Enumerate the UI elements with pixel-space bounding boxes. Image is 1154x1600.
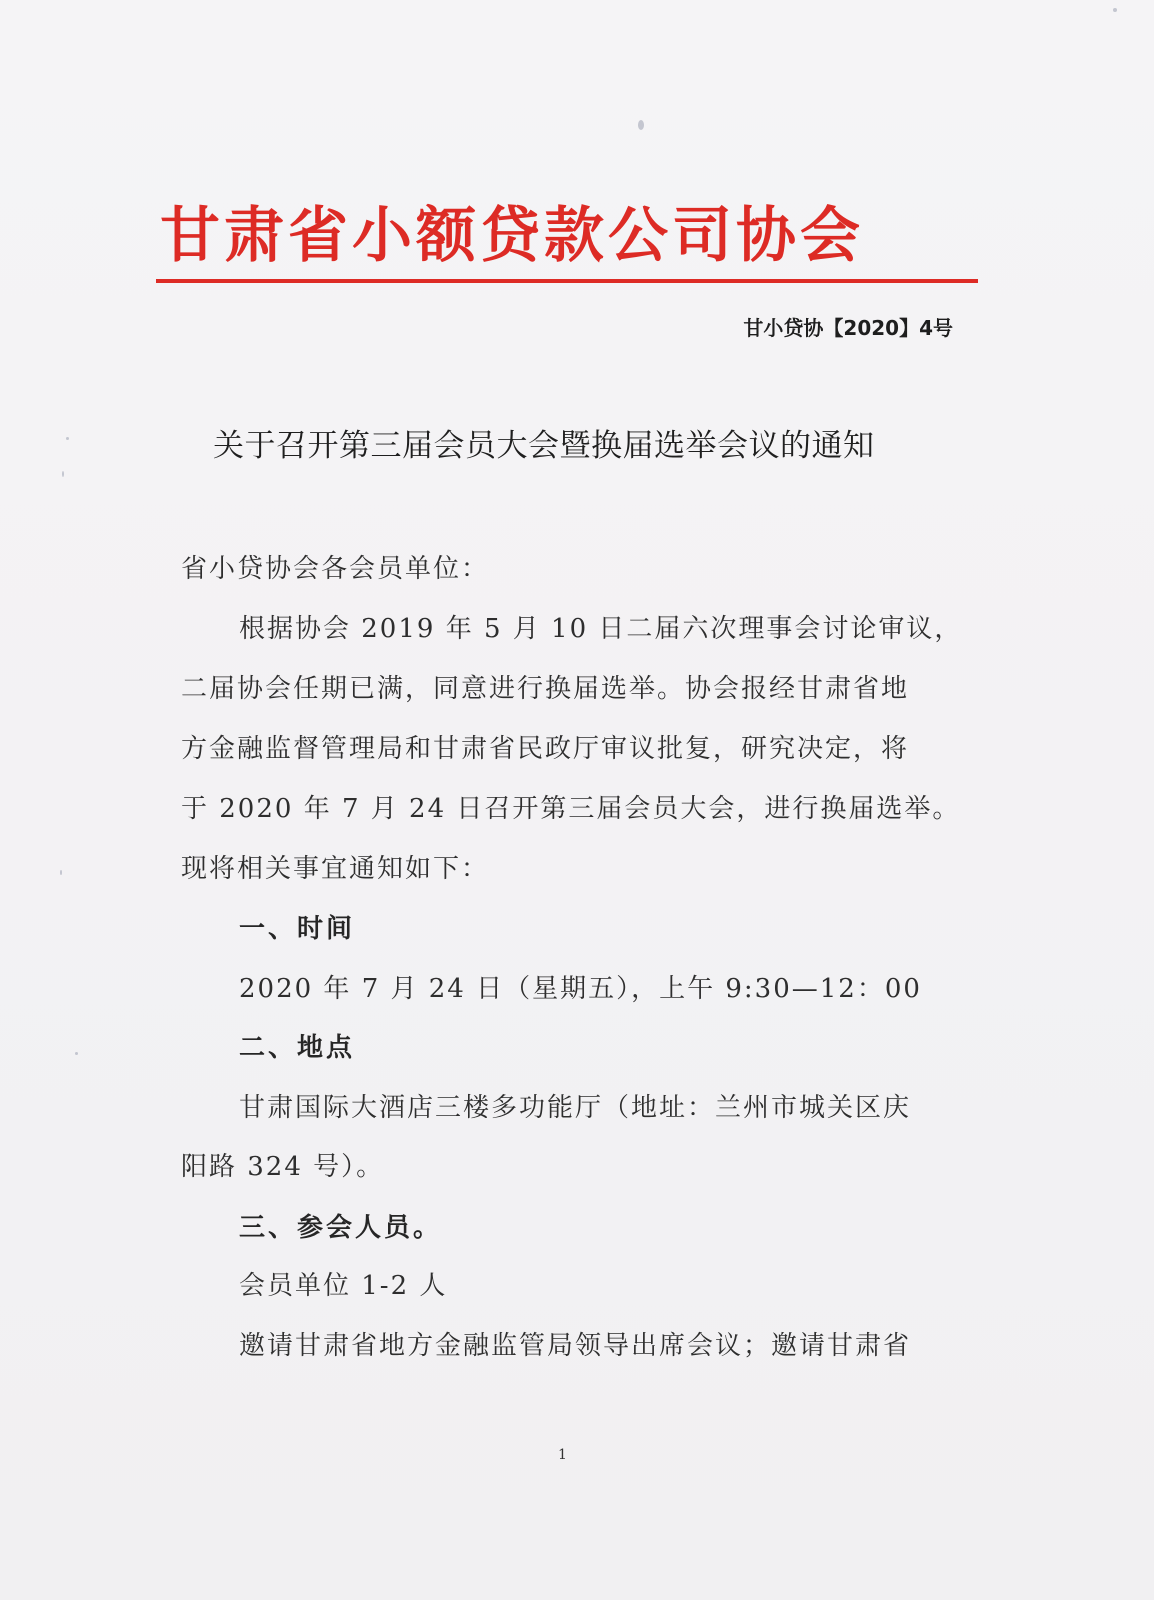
scan-speck [75,1052,78,1055]
section-text-place: 甘肃国际大酒店三楼多功能厅（地址：兰州市城关区庆 [239,1093,912,1123]
section-heading-place: 二、地点 [239,1033,356,1063]
letterhead-red-rule [156,279,978,283]
document-title: 关于召开第三届会员大会暨换届选举会议的通知 [213,428,875,464]
section-heading-time: 一、时间 [239,914,356,944]
letterhead-organization: 甘肃省小额贷款公司协会 [160,201,864,271]
section-text-attendees: 会员单位 1-2 人 [239,1271,448,1301]
salutation: 省小贷协会各会员单位： [181,554,490,584]
scan-speck [638,120,644,130]
body-line: 根据协会 2019 年 5 月 10 日二届六次理事会讨论审议， [239,614,963,644]
section-text-place: 阳路 324 号）。 [181,1152,385,1182]
section-heading-attendees: 三、参会人员。 [239,1213,443,1243]
scan-speck [66,437,69,440]
scan-speck [1113,8,1117,12]
body-line: 方金融监督管理局和甘肃省民政厅审议批复，研究决定，将 [181,734,910,764]
section-text-time: 2020 年 7 月 24 日（星期五），上午 9:30—12：00 [239,974,922,1004]
scan-speck [60,870,62,875]
body-line: 现将相关事宜通知如下： [181,854,490,884]
scan-speck [62,471,64,477]
body-line: 于 2020 年 7 月 24 日召开第三届会员大会，进行换届选举。 [181,794,961,824]
section-text-attendees: 邀请甘肃省地方金融监管局领导出席会议；邀请甘肃省 [239,1331,912,1361]
document-number: 甘小贷协【2020】4号 [743,316,953,340]
page-number: 1 [558,1447,567,1463]
body-line: 二届协会任期已满，同意进行换届选举。协会报经甘肃省地 [181,674,910,704]
